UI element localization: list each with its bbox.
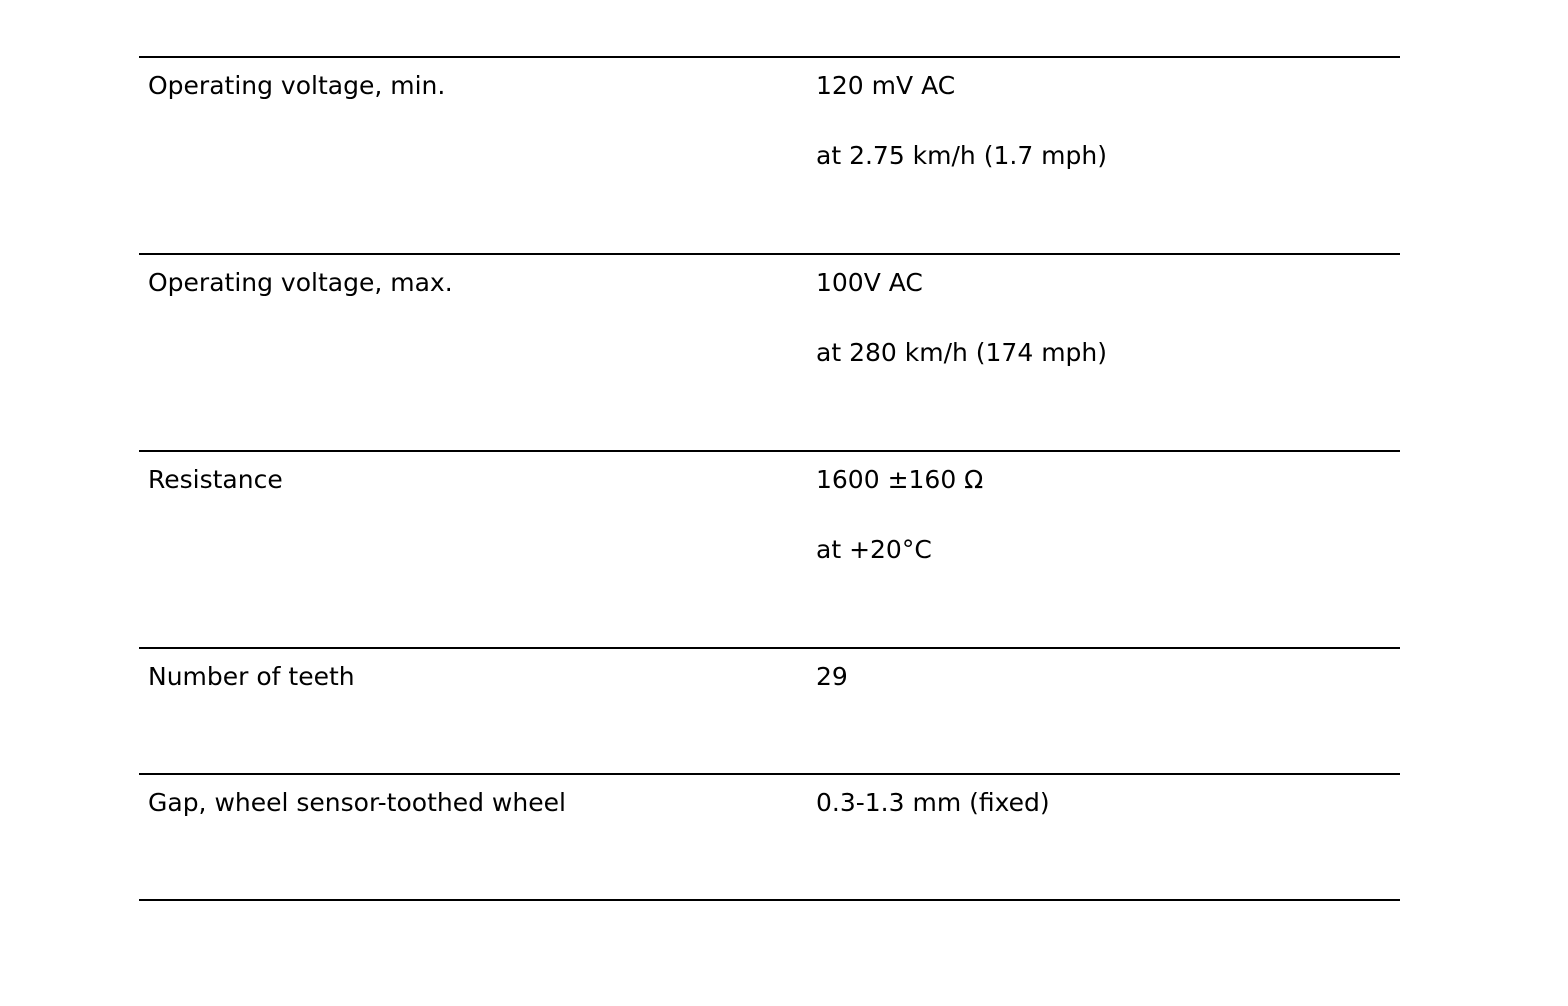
table-row: [139, 58, 1400, 255]
table-row: [139, 452, 1400, 649]
row-value: [816, 465, 983, 565]
row-value: [816, 788, 1050, 818]
value-line: at +20°C: [816, 535, 932, 564]
table-row: [139, 775, 1400, 901]
spec-table: [139, 56, 1400, 901]
row-value: [816, 662, 848, 692]
row-value: [816, 268, 1107, 368]
value-line: at 280 km/h (174 mph): [816, 338, 1108, 367]
row-label: Resistance: [148, 465, 283, 494]
value-line: 100V AC: [816, 268, 923, 297]
row-value: [816, 71, 1107, 171]
row-label: Operating voltage, min.: [148, 71, 446, 100]
row-label: Operating voltage, max.: [148, 268, 453, 297]
value-line: 29: [816, 662, 848, 691]
value-line: 0.3-1.3 mm (fixed): [816, 788, 1050, 817]
table-row: [139, 255, 1400, 452]
value-line: 120 mV AC: [816, 71, 956, 100]
value-line: at 2.75 km/h (1.7 mph): [816, 141, 1108, 170]
value-line: 1600 ±160 Ω: [816, 465, 984, 494]
row-label: Number of teeth: [148, 662, 355, 691]
table-row: [139, 649, 1400, 775]
row-label: Gap, wheel sensor-toothed wheel: [148, 788, 566, 817]
